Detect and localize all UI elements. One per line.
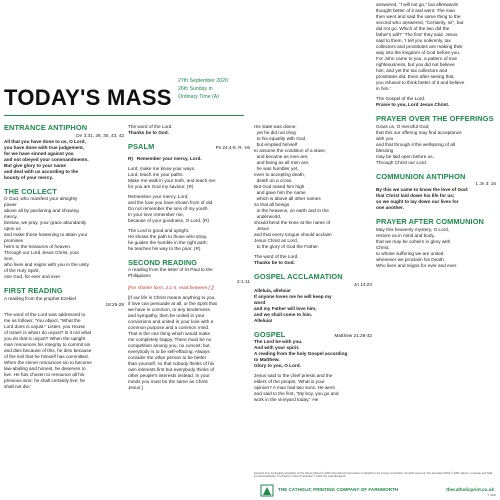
gospel-dialog: The Lord be with you. And with your spirit. A reading from the holy Gospel according to Matthew. Glory to you, O Lord. [254,339,348,368]
first-reading-heading: FIRST READING [4,286,63,295]
acclamation-ref: Jn 14:23 [354,281,372,287]
collect-text: O God, who manifest your almighty power above all by pardoning and showing mercy, bestow, we pray, your grace abundantly upon us and make those hastening to attain your promises heirs to the treasures of heaven. Through our Lord Jesus Christ, your Son, who lives and reigns with you in the unity of the Holy Spirit, one God, for ever and ever. [4,196,89,279]
date-block [178,77,274,101]
first-reading-close: The word of the Lord. [128,124,173,129]
first-reading-ref: 18:25-28 [105,301,124,307]
psalm-response: R) Remember your mercy, Lord. [128,155,202,161]
after-communion-heading: PRAYER AFTER COMMUNION [376,217,484,226]
second-reading-text: [If our life in Christ means anything to you, if love can persuade at all, or the Spirit that we have in common, or any tenderness and sympathy, then be united in your convictions and united in your love with a common purpose and a common mind. That is the one thing which would make me completely happy. There must be no competition among you, no conceit; but everybody is to be self-effacing. Always consider the other person to be better than yourself, so that nobody thinks of his own interests first but everybody thinks of other people's interests instead. In your minds you must be the same as Christ Jesus:] [128,295,217,390]
gospel-text-2: answered, "I will not go," but afterwards thought better of it and went. The man then went and said the same thing to the second who answered, "Certainly, sir", but did not go. Which of the two did the father's will?' 'The first' they said. Jesus said to them, 'I tell you solemnly, tax collectors and prostitutes are making their way into the kingdom of God before you. For John came to you, a pattern of true righteousness, but you did not believe him, and yet the tax collectors and prostitutes did. Even after seeing that, you refused to think better of it and believe in him.' [376,2,465,91]
psalm-verse-1: Lord, make me know your ways. Lord, teach me your paths. Make me walk in your truth, and teach me: for you are God my saviour. (R) [128,165,217,189]
first-reading-response: Thanks be to God. [128,130,169,135]
second-reading-heading: SECOND READING [128,257,198,267]
second-reading-text-2: His state was divine, yet he did not cling to his equality with God but emptied himself to assume the condition of a slave, and became as men are; and being as all men are, he was humbler yet, even to accepting death, death on a cross. But God raised him high and gave him the name which is above all other names so that all beings in the heavens, on earth and in the underworld, should bend the knee at the name of Jesus and that every tongue should acclaim Jesus Christ as Lord, to the glory of God the Father. [254,124,332,249]
publisher-name: THE CATHOLIC PRINTING COMPANY OF FARNWORTH [278,487,399,492]
communion-ref: 1 Jn 3: 16 [475,181,496,186]
communion-heading: COMMUNION ANTIPHON [376,171,466,181]
psalm-verse-2: Remember your mercy, Lord, and the love you have shown from of old. Do not remember the sins of my youth. In your love remember me, because of your goodness, O Lord. (R) [128,193,214,223]
mass-sunday: 26th Sunday in [178,86,213,92]
psalm-ref: Ps 24:4-9. R. V6 [215,145,250,150]
gospel-heading: GOSPEL [254,329,286,339]
footer [254,484,496,498]
column-4-real [376,2,496,269]
psalm-verse-3: The Lord is good and upright. He shows the path to those who stray, he guides the humble in the right path; he teaches his way to the poor. (R) [128,227,208,251]
acclamation-header [254,273,372,282]
page-title: TODAY'S MASS [4,85,172,110]
entrance-ref: Dn 3:31, 29, 30, 43, 42 [76,132,124,138]
psalm-header [128,143,250,152]
gospel-ref: Matthew 21:28-32 [334,332,372,338]
column-3 [254,124,372,403]
entrance-text: All that you have done to us, O Lord, you have done with true judgement, for we have sinned against you and not obeyed your commandments. But give glory to your name and deal with us according to the bounty of your mercy. [4,138,89,180]
publisher-logo-icon [260,484,274,497]
gospel-header [254,331,372,340]
second-reading-response: Thanks be to God. [254,260,295,265]
entrance-heading: ENTRANCE ANTIPHON [4,123,88,132]
offerings-heading: PRAYER OVER THE OFFERINGS [376,114,494,123]
mass-season: Ordinary Time (A) [178,94,219,100]
mass-date: 27th September 2020 [178,78,228,84]
gospel-text: Jesus said to the chief priests and the elders of the people, 'What is your opinion? A man had two sons. He went and said to the first, "My boy, you go and work in the vineyard today." He [254,373,339,402]
publisher-website[interactable]: thecatholicprint.co.uk [446,487,494,492]
second-reading-intro: A reading from the letter of St Paul to the Philippians [128,267,213,278]
column-2 [128,124,250,391]
communion-text: By this we came to know the love of God: that Christ laid down his life for us; so we ought to lay down our lives for one another. [376,187,469,210]
after-communion-text: May this heavenly mystery, O Lord, restore us in mind and body, that we may be coheirs in glory with Christ, to whose suffering we are united whenever we proclaim his Death. Who lives and reigns for ever and ever. [376,226,458,268]
second-reading-close: The word of the Lord. [254,254,299,259]
offerings-text: Grant us, O merciful God, that this our offering may find acceptance with you and that through it the wellspring of all blessing may be laid open before us. Through Christ our Lord. [376,123,462,165]
psalm-heading: PSALM [128,142,155,151]
gospel-close: The Gospel of the Lord. [376,96,426,101]
gospel-response: Praise to you, Lord Jesus Christ. [376,102,450,107]
acclamation-heading: GOSPEL ACCLAMATION [254,272,343,281]
second-reading-shorter: [For shorter form, 2:1-5, read between [ ]] [128,285,214,290]
document-code: © 2020 [487,494,496,497]
column-1 [4,124,124,390]
first-reading-intro: A reading from the prophet Ezekiel [4,295,76,301]
copyright-text: Excerpts from the English translation of The Roman Missal © 2010 International Commission on English in the Liturgy Corporation. All rights reserved. The Jerusalem Bible © 1966, Darton, Longman and Todd Ltd and Doubleday. The Psalms: A New Translation © 1963 The Grail (England). [254,472,493,479]
first-reading-text: The word of the Lord was addressed to me as follows: 'You object, "What the Lord does is unjust." Listen, you House of Israel: is what I do unjust? Is it not what you do that is unjust? When the upright man renounces his integrity to commit sin and dies because of this, he dies because of the evil that he himself has committed. When the sinner renounces sin to become law-abiding and honest, he deserves to live. He has chosen to renounce all his previous sins; he shall certainly live; he shall not die.' [4,311,92,389]
second-reading-ref: 2:1-11 [237,279,250,284]
acclamation-text: Alleluia, alleluia! If anyone loves me he will keep my word and my Father will love him, and we shall come to him. Alleluia! [254,287,332,323]
collect-heading: THE COLLECT [4,186,57,196]
